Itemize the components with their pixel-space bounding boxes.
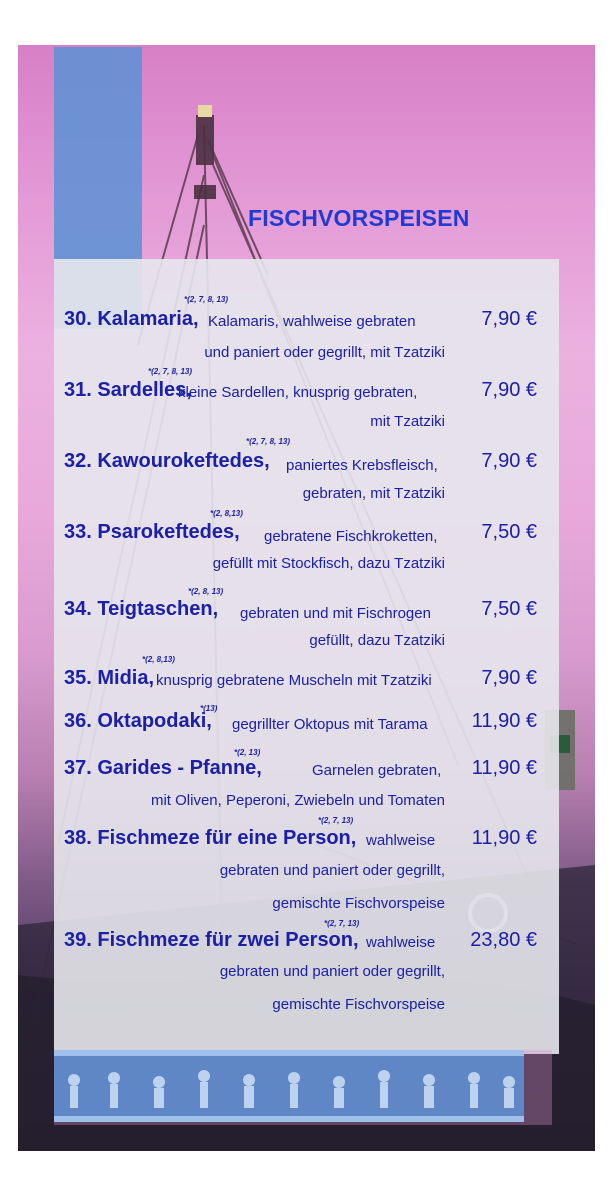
section-title: FISCHVORSPEISEN <box>248 205 470 231</box>
allergen-note: *(2, 7, 8, 13) <box>246 437 291 446</box>
item-name: 35. Midia, <box>64 667 155 689</box>
item-description-line2: gebraten, mit Tzatziki <box>302 485 445 502</box>
item-description-line2: mit Tzatziki <box>370 413 445 430</box>
item-description-line2: gefüllt mit Stockfisch, dazu Tzatziki <box>212 555 445 572</box>
item-description-line2: gefüllt, dazu Tzatziki <box>309 632 445 649</box>
item-name: 31. Sardelles, <box>64 379 192 401</box>
item-price: 7,50 € <box>481 598 537 620</box>
item-price: 11,90 € <box>471 710 537 732</box>
item-name: 39. Fischmeze für zwei Person, <box>64 929 359 951</box>
item-price: 7,50 € <box>481 521 537 543</box>
item-price: 23,80 € <box>470 929 537 951</box>
allergen-note: *(2, 8,13) <box>210 509 243 518</box>
item-description: gebraten und mit Fischrogen <box>240 605 431 622</box>
item-description-line3: gemischte Fischvorspeise <box>272 996 445 1013</box>
item-description: kleine Sardellen, knusprig gebraten, <box>178 384 418 401</box>
item-description: Garnelen gebraten, <box>312 762 442 779</box>
item-name: 33. Psarokeftedes, <box>64 521 240 543</box>
item-description-line2: gebraten und paniert oder gegrillt, <box>219 963 445 980</box>
item-price: 11,90 € <box>471 827 537 849</box>
allergen-note: *(2, 7, 13) <box>318 816 354 825</box>
allergen-note: *(2, 7, 13) <box>324 919 360 928</box>
item-description-line3: gemischte Fischvorspeise <box>272 895 445 912</box>
item-name: 32. Kawourokeftedes, <box>64 450 270 472</box>
allergen-note: *(13) <box>200 704 218 713</box>
menu-page <box>18 45 595 1151</box>
item-name: 38. Fischmeze für eine Person, <box>64 827 357 849</box>
item-name: 37. Garides - Pfanne, <box>64 757 262 779</box>
greek-frieze-decoration <box>54 1050 524 1122</box>
item-description-line2: und paniert oder gegrillt, mit Tzatziki <box>204 344 445 361</box>
item-price: 7,90 € <box>481 379 537 401</box>
item-name: 30. Kalamaria, <box>64 308 199 330</box>
item-description: wahlweise <box>366 832 436 849</box>
allergen-note: *(2, 8, 13) <box>188 587 224 596</box>
item-name: 34. Teigtaschen, <box>64 598 219 620</box>
item-description-line2: mit Oliven, Peperoni, Zwiebeln und Tomaten <box>150 792 445 809</box>
allergen-note: *(2, 7, 8, 13) <box>148 367 193 376</box>
item-description-line2: gebraten und paniert oder gegrillt, <box>219 862 445 879</box>
item-description: gebratene Fischkroketten, <box>264 528 438 545</box>
item-description: knusprig gebratene Muscheln mit Tzatziki <box>156 672 432 689</box>
item-description: gegrillter Oktopus mit Tarama <box>232 716 428 733</box>
item-description: Kalamaris, wahlweise gebraten <box>208 313 416 330</box>
item-price: 7,90 € <box>481 308 537 330</box>
item-description: paniertes Krebsfleisch, <box>286 457 438 474</box>
allergen-note: *(2, 8,13) <box>142 655 175 664</box>
allergen-note: *(2, 7, 8, 13) <box>184 295 229 304</box>
item-price: 7,90 € <box>481 450 537 472</box>
item-description: wahlweise <box>366 934 436 951</box>
item-name: 36. Oktapodaki, <box>64 710 212 732</box>
item-price: 7,90 € <box>481 667 537 689</box>
item-price: 11,90 € <box>471 757 537 779</box>
allergen-note: *(2, 13) <box>234 748 261 757</box>
